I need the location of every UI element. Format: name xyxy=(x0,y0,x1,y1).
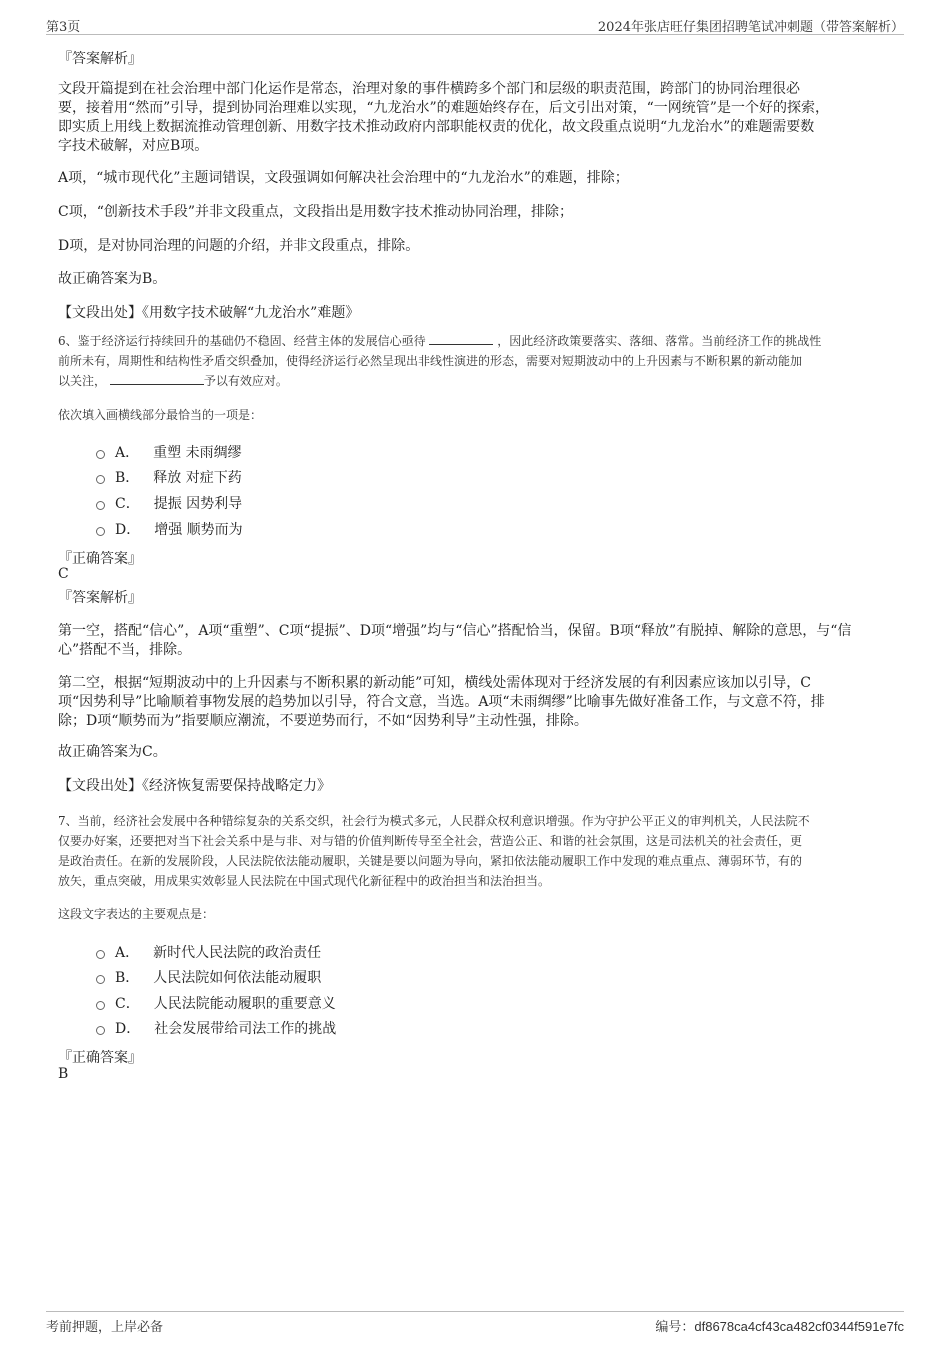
analysis-tag: 『答案解析』 xyxy=(58,590,142,606)
fill-blank-2 xyxy=(110,371,204,385)
radio-icon[interactable] xyxy=(96,527,105,536)
question-7-prompt: 这段文字表达的主要观点是： xyxy=(58,907,215,921)
analysis-option-d: D项，是对协同治理的问题的介绍，并非文段重点，排除。 xyxy=(58,238,420,254)
option-a[interactable]: A． 重塑 未雨绸缪 xyxy=(96,442,242,462)
option-d[interactable]: D． 增强 顺势而为 xyxy=(96,519,243,539)
text-line: 即实质上用线上数据流推动管理创新、用数字技术推动政府内部职能权责的优化，故文段重点说明“九龙治水”的难题需要数 xyxy=(58,119,815,135)
radio-icon[interactable] xyxy=(96,450,105,459)
analysis-option-c: C项，“创新技术手段”并非文段重点，文段指出是用数字技术推动协同治理，排除； xyxy=(58,204,574,220)
radio-icon[interactable] xyxy=(96,475,105,484)
page-number: 第3页 xyxy=(46,20,81,35)
text-line: 心”搭配不当，排除。 xyxy=(58,642,192,658)
correct-answer: B xyxy=(58,1066,69,1082)
answer-tag: 『正确答案』 xyxy=(58,1050,142,1066)
option-b[interactable]: B． 人民法院如何依法能动履职 xyxy=(96,967,321,987)
question-7-stem xyxy=(58,811,894,891)
footer-slogan: 考前押题，上岸必备 xyxy=(46,1320,164,1335)
text-line: 7、当前，经济社会发展中各种错综复杂的关系交织，社会行为模式多元，人民群众权利意识增强。作为守护公平正义的审判机关，人民法院不 xyxy=(58,814,810,828)
fill-blank-1 xyxy=(429,331,493,345)
conclusion: 故正确答案为B。 xyxy=(58,271,167,287)
question-6-stem xyxy=(58,331,894,391)
text-line: 第二空，根据“短期波动中的上升因素与不断积累的新动能”可知，横线处需体现对于经济发展的有利因素应该加以引导，C xyxy=(58,675,812,691)
analysis-paragraph xyxy=(58,674,888,731)
correct-answer: C xyxy=(58,566,69,582)
page-header xyxy=(46,14,904,35)
radio-icon[interactable] xyxy=(96,1001,105,1010)
text-line: 是政治责任。在新的发展阶段，人民法院依法能动履职，关键是要以问题为导向，紧扣依法能动履职工作中发现的难点重点、薄弱环节，有的 xyxy=(58,854,803,868)
option-c[interactable]: C． 人民法院能动履职的重要意义 xyxy=(96,993,336,1013)
answer-tag: 『正确答案』 xyxy=(58,551,142,567)
analysis-paragraph xyxy=(58,80,888,156)
text-line: 字技术破解，对应B项。 xyxy=(58,138,209,154)
text-line: 第一空，搭配“信心”，A项“重塑”、C项“提振”、D项“增强”均与“信心”搭配恰当，保留。B项“释放”有脱掉、解除的意思，与“信 xyxy=(58,623,852,639)
document-title: 2024年张店旺仔集团招聘笔试冲刺题（带答案解析） xyxy=(597,20,904,35)
text-line: 文段开篇提到在社会治理中部门化运作是常态，治理对象的事件横跨多个部门和层级的职责范围，跨部门的协同治理很必 xyxy=(58,81,800,97)
radio-icon[interactable] xyxy=(96,1026,105,1035)
radio-icon[interactable] xyxy=(96,975,105,984)
question-6-prompt: 依次填入画横线部分最恰当的一项是： xyxy=(58,408,263,422)
text-line: 6、鉴于经济运行持续回升的基础仍不稳固、经营主体的发展信心亟待 ，因此经济政策要落实、落细、落常。当前经济工作的挑战性 xyxy=(58,331,894,351)
text-line: 要，接着用“然而”引导，提到协同治理难以实现，“九龙治水”的难题始终存在，后文引出对策，“一网统管”是一个好的探索， xyxy=(58,100,829,116)
text-line: 以关注， 予以有效应对。 xyxy=(58,371,894,391)
option-d[interactable]: D． 社会发展带给司法工作的挑战 xyxy=(96,1018,336,1038)
text-line: 放矢，重点突破，用成果实效彰显人民法院在中国式现代化新征程中的政治担当和法治担当。 xyxy=(58,874,551,888)
option-b[interactable]: B． 释放 对症下药 xyxy=(96,467,242,487)
text-line: 仅要办好案，还要把对当下社会关系中是与非、对与错的价值判断传导至全社会，营造公正、和谐的社会氛围，这是司法机关的社会责任，更 xyxy=(58,834,803,848)
radio-icon[interactable] xyxy=(96,501,105,510)
document-code: 编号：df8678ca4cf43ca482cf0344f591e7fc xyxy=(655,1319,904,1335)
option-c[interactable]: C． 提振 因势利导 xyxy=(96,493,242,513)
text-line: 前所未有，周期性和结构性矛盾交织叠加，使得经济运行必然呈现出非线性演进的形态，需要对短期波动中的上升因素与不断积累的新动能加 xyxy=(58,354,803,368)
text-line: 项“因势利导”比喻顺着事物发展的趋势加以引导，符合文意，当选。A项“未雨绸缪”比喻事先做好准备工作，与文意不符，排 xyxy=(58,694,825,710)
conclusion: 故正确答案为C。 xyxy=(58,744,167,760)
radio-icon[interactable] xyxy=(96,950,105,959)
option-a[interactable]: A． 新时代人民法院的政治责任 xyxy=(96,942,321,962)
analysis-option-a: A项，“城市现代化”主题词错误，文段强调如何解决社会治理中的“九龙治水”的难题，排除； xyxy=(58,170,629,186)
source-citation: 【文段出处】《经济恢复需要保持战略定力》 xyxy=(58,778,331,794)
analysis-paragraph xyxy=(58,622,888,660)
page-footer xyxy=(46,1311,904,1336)
text-line: 除；D项“顺势而为”指要顺应潮流，不要逆势而行，不如“因势利导”主动性强，排除。 xyxy=(58,713,588,729)
analysis-tag: 『答案解析』 xyxy=(58,51,142,67)
source-citation: 【文段出处】《用数字技术破解“九龙治水”难题》 xyxy=(58,305,360,321)
